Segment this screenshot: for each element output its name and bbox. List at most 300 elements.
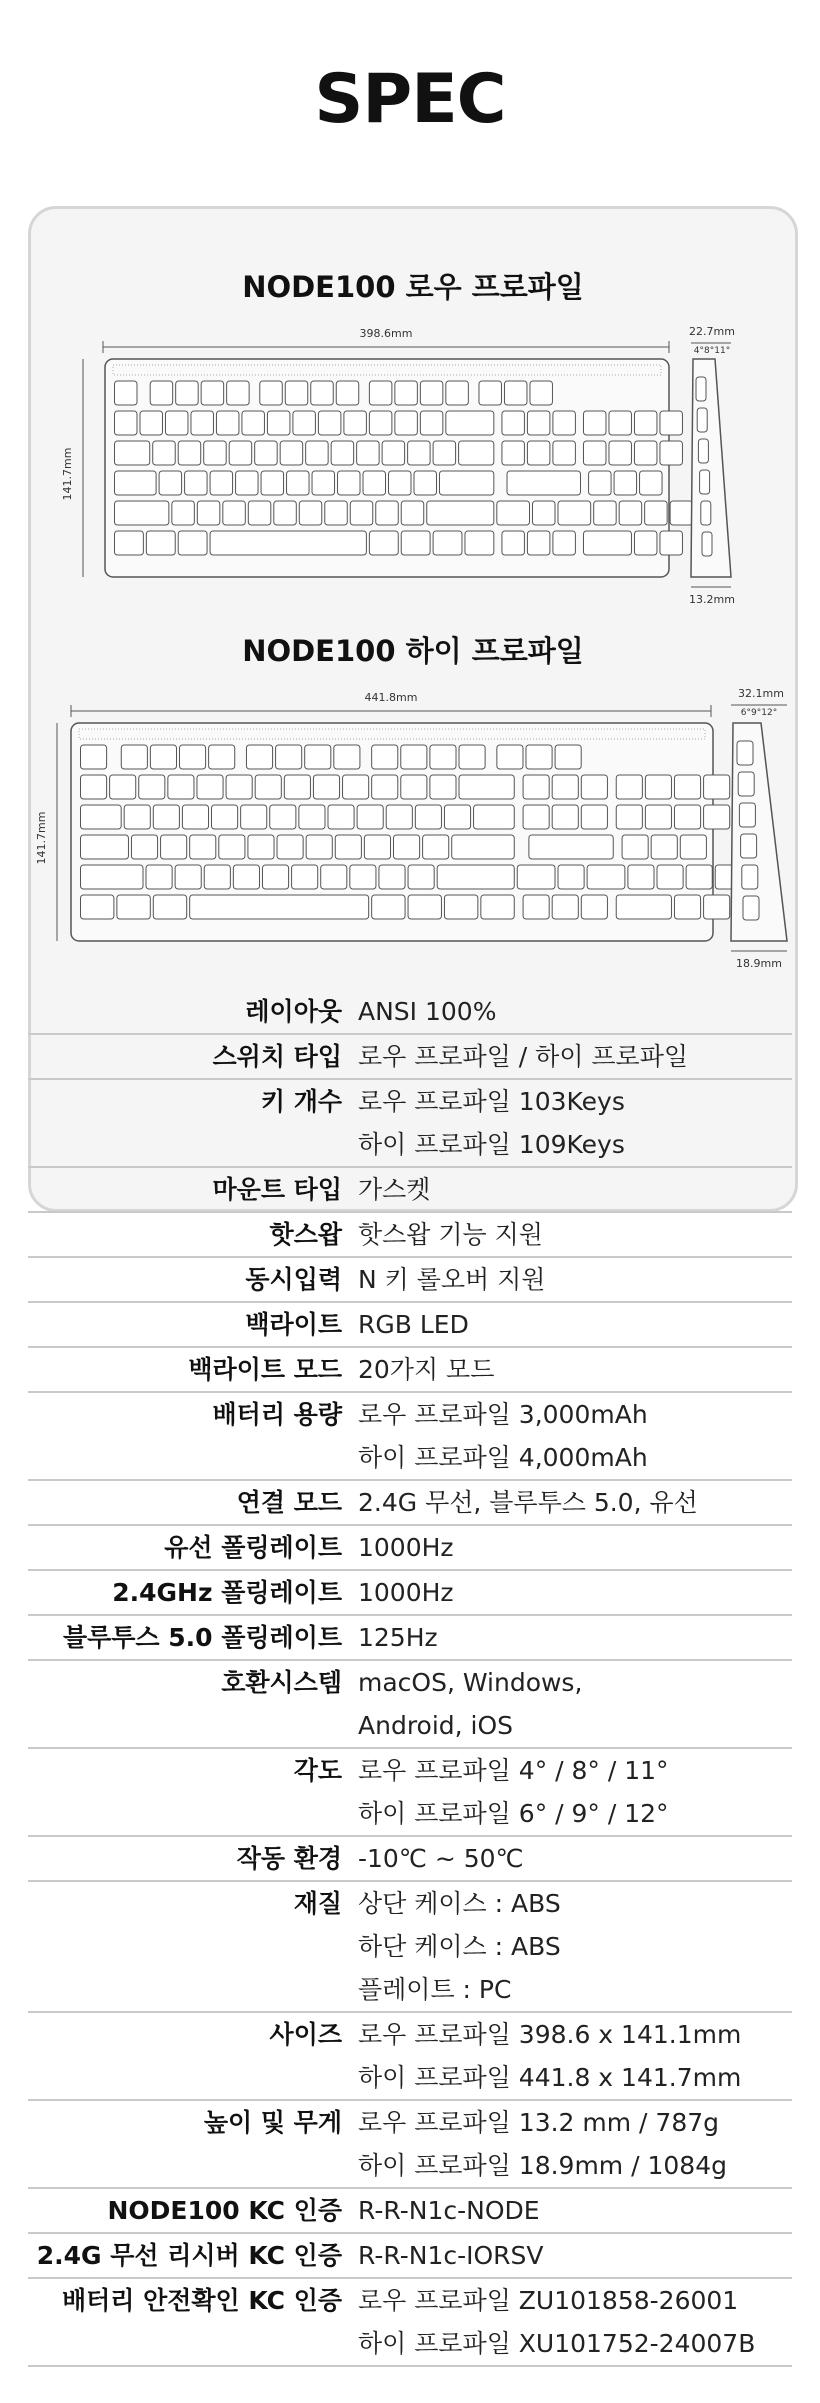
key-cap <box>614 471 636 495</box>
key-cap <box>526 745 552 769</box>
spec-value: N 키 롤오버 지원 <box>358 1265 546 1294</box>
key-cap <box>369 381 391 405</box>
spec-value: 로우 프로파일 / 하이 프로파일 <box>358 1042 689 1071</box>
spec-label: 스위치 타입 <box>212 1042 342 1071</box>
key-cap <box>81 775 107 799</box>
key-cap <box>389 471 411 495</box>
key-cap <box>401 775 427 799</box>
key-cap <box>704 895 730 919</box>
key-cap <box>555 745 581 769</box>
spec-value: 로우 프로파일 13.2 mm / 787g <box>358 2108 720 2137</box>
key-cap <box>343 775 369 799</box>
spec-row <box>28 1303 792 1348</box>
key-cap <box>267 411 289 435</box>
key-cap <box>179 745 205 769</box>
key-cap <box>321 865 347 889</box>
spec-value: 하단 케이스 : ABS <box>358 1932 561 1961</box>
spec-value: 하이 프로파일 4,000mAh <box>358 1443 648 1472</box>
key-cap <box>81 835 129 859</box>
key-cap <box>261 471 283 495</box>
key-cap <box>150 745 176 769</box>
key-cap <box>350 501 372 525</box>
key-cap <box>645 805 671 829</box>
key-cap <box>328 805 354 829</box>
key-cap <box>497 745 523 769</box>
key-cap <box>415 805 441 829</box>
key-cap <box>277 835 303 859</box>
key-cap <box>558 501 591 525</box>
key-cap <box>274 501 296 525</box>
key-cap <box>201 381 223 405</box>
spec-row <box>28 990 792 1035</box>
spec-value: R-R-N1c-IORSV <box>358 2241 544 2270</box>
key-cap <box>372 895 405 919</box>
key-cap <box>197 775 223 799</box>
key-cap <box>376 501 398 525</box>
spec-label: 레이아웃 <box>245 997 342 1026</box>
low-profile-width-label: 398.6mm <box>359 327 413 340</box>
key-cap <box>459 441 494 465</box>
key-cap <box>394 835 420 859</box>
key-cap <box>285 381 307 405</box>
key-cap <box>242 411 264 435</box>
key-cap <box>81 745 107 769</box>
spec-value: 하이 프로파일 109Keys <box>358 1130 625 1159</box>
key-cap <box>276 745 302 769</box>
key-cap <box>190 895 369 919</box>
key-cap <box>81 865 144 889</box>
spec-table <box>28 990 792 2367</box>
key-cap <box>246 745 272 769</box>
key-cap <box>408 441 430 465</box>
spec-row <box>28 1348 792 1393</box>
key-cap <box>414 471 436 495</box>
key-cap <box>739 803 755 827</box>
key-cap <box>553 531 575 555</box>
spec-row <box>28 2101 792 2189</box>
spec-value: RGB LED <box>358 1310 469 1339</box>
key-cap <box>81 895 114 919</box>
key-cap <box>292 865 318 889</box>
key-cap <box>698 439 708 463</box>
spec-value: 하이 프로파일 441.8 x 141.7mm <box>358 2063 742 2092</box>
key-cap <box>255 775 281 799</box>
key-cap <box>465 531 494 555</box>
spec-row <box>28 1393 792 1481</box>
key-cap <box>420 381 442 405</box>
key-cap <box>395 411 417 435</box>
key-cap <box>131 835 157 859</box>
key-cap <box>172 501 194 525</box>
high-profile-height-label: 141.7mm <box>35 811 48 865</box>
key-cap <box>117 895 150 919</box>
high-profile-angle-label: 6°9°12° <box>740 708 778 718</box>
key-cap <box>185 471 207 495</box>
spec-label: 배터리 안전확인 KC 인증 <box>61 2286 342 2315</box>
key-cap <box>306 835 332 859</box>
key-cap <box>552 895 578 919</box>
key-cap <box>287 471 309 495</box>
spec-value: 로우 프로파일 3,000mAh <box>358 1400 648 1429</box>
key-cap <box>616 895 671 919</box>
spec-value: 상단 케이스 : ABS <box>358 1889 561 1918</box>
key-cap <box>507 471 580 495</box>
key-cap <box>581 895 607 919</box>
key-cap <box>444 805 470 829</box>
low-profile-keyboard-diagram <box>31 319 795 609</box>
key-cap <box>344 411 366 435</box>
key-cap <box>165 411 187 435</box>
spec-row <box>28 1571 792 1616</box>
key-cap <box>587 865 625 889</box>
key-cap <box>430 775 456 799</box>
spec-label: 백라이트 <box>245 1310 342 1339</box>
key-cap <box>233 865 259 889</box>
key-cap <box>121 745 147 769</box>
key-cap <box>226 775 252 799</box>
key-cap <box>325 501 347 525</box>
spec-row <box>28 2279 792 2367</box>
key-cap <box>558 865 584 889</box>
key-cap <box>293 411 315 435</box>
key-cap <box>124 805 150 829</box>
key-cap <box>670 501 692 525</box>
spec-label: 유선 폴링레이트 <box>164 1533 342 1562</box>
key-cap <box>312 471 334 495</box>
spec-label: 높이 및 무게 <box>203 2108 342 2137</box>
key-cap <box>255 441 277 465</box>
key-cap <box>140 411 162 435</box>
spec-row <box>28 1837 792 1882</box>
key-cap <box>357 805 383 829</box>
key-cap <box>474 805 515 829</box>
spec-label: 핫스왑 <box>269 1220 342 1249</box>
key-cap <box>379 865 405 889</box>
low-profile-height-label: 141.7mm <box>61 447 74 501</box>
key-cap <box>609 441 631 465</box>
key-cap <box>741 834 757 858</box>
key-cap <box>299 805 325 829</box>
key-cap <box>502 411 524 435</box>
key-cap <box>423 835 449 859</box>
key-cap <box>168 775 194 799</box>
key-cap <box>364 835 390 859</box>
key-cap <box>408 865 434 889</box>
spec-value: 1000Hz <box>358 1533 454 1562</box>
key-cap <box>318 411 340 435</box>
key-cap <box>459 745 485 769</box>
key-cap <box>338 471 360 495</box>
key-cap <box>210 471 232 495</box>
spec-label: 배터리 용량 <box>212 1400 342 1429</box>
key-cap <box>533 501 555 525</box>
key-cap <box>517 865 555 889</box>
key-cap <box>552 775 578 799</box>
spec-label: 백라이트 모드 <box>188 1355 342 1384</box>
high-profile-width-label: 441.8mm <box>364 691 418 704</box>
key-cap <box>204 865 230 889</box>
key-cap <box>657 865 683 889</box>
key-cap <box>452 835 515 859</box>
key-cap <box>313 775 339 799</box>
key-cap <box>527 441 549 465</box>
high-profile-title: NODE100 하이 프로파일 <box>242 634 584 668</box>
key-cap <box>175 865 201 889</box>
spec-label: 2.4GHz 폴링레이트 <box>112 1578 342 1607</box>
spec-value: 1000Hz <box>358 1578 454 1607</box>
key-cap <box>219 835 245 859</box>
key-cap <box>216 411 238 435</box>
key-cap <box>481 895 514 919</box>
key-cap <box>459 775 514 799</box>
key-cap <box>150 381 172 405</box>
key-cap <box>446 411 494 435</box>
key-cap <box>146 865 172 889</box>
spec-value: 로우 프로파일 ZU101858-26001 <box>358 2286 739 2315</box>
key-cap <box>115 501 169 525</box>
key-cap <box>284 775 310 799</box>
key-cap <box>139 775 165 799</box>
key-cap <box>280 441 302 465</box>
key-cap <box>190 835 216 859</box>
key-cap <box>502 441 524 465</box>
key-cap <box>502 531 524 555</box>
key-cap <box>357 441 379 465</box>
key-cap <box>497 501 530 525</box>
key-cap <box>81 805 122 829</box>
key-cap <box>645 501 667 525</box>
key-cap <box>674 895 700 919</box>
key-cap <box>589 471 611 495</box>
key-cap <box>401 501 423 525</box>
key-cap <box>504 381 526 405</box>
key-cap <box>212 805 238 829</box>
key-cap <box>529 835 613 859</box>
spec-value: 125Hz <box>358 1623 438 1652</box>
key-cap <box>616 805 642 829</box>
key-cap <box>372 775 398 799</box>
key-cap <box>236 471 258 495</box>
key-cap <box>227 381 249 405</box>
key-cap <box>408 895 441 919</box>
spec-label: 호환시스템 <box>221 1668 342 1697</box>
key-cap <box>619 501 641 525</box>
key-cap <box>229 441 251 465</box>
key-cap <box>191 411 213 435</box>
key-cap <box>299 501 321 525</box>
key-cap <box>738 772 754 796</box>
key-cap <box>182 805 208 829</box>
key-cap <box>523 805 549 829</box>
low-profile-depth-label: 22.7mm <box>689 325 735 338</box>
spec-row <box>28 1749 792 1837</box>
key-cap <box>115 441 150 465</box>
spec-label: 사이즈 <box>269 2020 342 2049</box>
spec-label: 마운트 타입 <box>212 1175 342 1204</box>
spec-label: 동시입력 <box>245 1265 342 1294</box>
key-cap <box>616 775 642 799</box>
key-cap <box>583 411 605 435</box>
key-cap <box>209 745 235 769</box>
spec-row <box>28 1258 792 1303</box>
key-cap <box>523 775 549 799</box>
key-cap <box>742 865 758 889</box>
spec-value: 하이 프로파일 6° / 9° / 12° <box>358 1799 669 1828</box>
spec-value: 하이 프로파일 XU101752-24007B <box>358 2329 756 2358</box>
key-cap <box>204 441 226 465</box>
key-cap <box>700 470 710 494</box>
spec-row <box>28 1882 792 2013</box>
key-cap <box>210 531 366 555</box>
key-cap <box>523 895 549 919</box>
key-cap <box>701 501 711 525</box>
spec-value: 로우 프로파일 4° / 8° / 11° <box>358 1756 669 1785</box>
key-cap <box>305 745 331 769</box>
spec-row <box>28 1481 792 1526</box>
key-cap <box>178 441 200 465</box>
spec-value: 가스켓 <box>358 1175 431 1204</box>
key-cap <box>645 775 671 799</box>
key-cap <box>628 865 654 889</box>
spec-value: 하이 프로파일 18.9mm / 1084g <box>358 2151 727 2180</box>
key-cap <box>223 501 245 525</box>
key-cap <box>241 805 267 829</box>
key-cap <box>311 381 333 405</box>
spec-label: 2.4G 무선 리시버 KC 인증 <box>36 2241 342 2270</box>
key-cap <box>115 411 137 435</box>
key-cap <box>530 381 552 405</box>
key-cap <box>153 441 175 465</box>
key-cap <box>270 805 296 829</box>
key-cap <box>382 441 404 465</box>
page-title: SPEC <box>314 60 506 139</box>
key-cap <box>660 411 682 435</box>
high-profile-depth-label: 32.1mm <box>738 687 784 700</box>
key-cap <box>680 835 706 859</box>
key-cap <box>581 805 607 829</box>
key-cap <box>686 865 712 889</box>
key-cap <box>262 865 288 889</box>
key-cap <box>115 531 144 555</box>
key-cap <box>660 441 682 465</box>
key-cap <box>248 501 270 525</box>
low-profile-base-label: 13.2mm <box>689 593 735 606</box>
spec-value: 2.4G 무선, 블루투스 5.0, 유선 <box>358 1488 698 1517</box>
key-cap <box>153 895 186 919</box>
key-cap <box>446 381 468 405</box>
key-cap <box>479 381 501 405</box>
spec-value: ANSI 100% <box>358 997 497 1026</box>
spec-value: 20가지 모드 <box>358 1355 495 1384</box>
key-cap <box>115 381 137 405</box>
key-cap <box>427 501 494 525</box>
key-cap <box>622 835 648 859</box>
low-profile-title: NODE100 로우 프로파일 <box>242 270 584 304</box>
key-cap <box>363 471 385 495</box>
key-cap <box>331 441 353 465</box>
key-cap <box>581 775 607 799</box>
key-cap <box>704 805 730 829</box>
key-cap <box>395 381 417 405</box>
key-cap <box>737 741 753 765</box>
key-cap <box>306 441 328 465</box>
key-cap <box>704 775 730 799</box>
key-cap <box>350 865 376 889</box>
key-cap <box>439 471 493 495</box>
key-cap <box>369 531 398 555</box>
key-cap <box>594 501 616 525</box>
spec-value: 핫스왑 기능 지원 <box>358 1220 543 1249</box>
key-cap <box>372 745 398 769</box>
spec-row <box>28 1035 792 1080</box>
spec-row <box>28 1526 792 1571</box>
key-cap <box>153 805 179 829</box>
spec-row <box>28 2013 792 2101</box>
key-cap <box>553 441 575 465</box>
key-cap <box>660 531 682 555</box>
key-cap <box>553 411 575 435</box>
spec-value: Android, iOS <box>358 1711 514 1740</box>
key-cap <box>401 531 430 555</box>
key-cap <box>674 775 700 799</box>
key-cap <box>336 381 358 405</box>
key-cap <box>159 471 181 495</box>
spec-label: 연결 모드 <box>236 1488 342 1517</box>
spec-label: 블루투스 5.0 폴링레이트 <box>62 1623 342 1652</box>
low-profile-angle-label: 4°8°11° <box>693 346 731 356</box>
spec-value: 로우 프로파일 103Keys <box>358 1087 625 1116</box>
spec-value: macOS, Windows, <box>358 1668 583 1697</box>
key-cap <box>674 805 700 829</box>
spec-value: 플레이트 : PC <box>358 1975 512 2004</box>
key-cap <box>702 532 712 556</box>
key-cap <box>176 381 198 405</box>
spec-value: -10℃ ~ 50℃ <box>358 1844 524 1873</box>
spec-row <box>28 1168 792 1213</box>
key-cap <box>420 411 442 435</box>
key-cap <box>146 531 175 555</box>
key-cap <box>743 896 759 920</box>
key-cap <box>430 745 456 769</box>
key-cap <box>634 441 656 465</box>
spec-value: 로우 프로파일 398.6 x 141.1mm <box>358 2020 742 2049</box>
key-cap <box>433 441 455 465</box>
spec-label: 각도 <box>293 1756 342 1785</box>
key-cap <box>697 408 707 432</box>
key-cap <box>248 835 274 859</box>
key-cap <box>115 471 157 495</box>
spec-row <box>28 2234 792 2279</box>
key-cap <box>335 835 361 859</box>
spec-row <box>28 1616 792 1661</box>
key-cap <box>609 411 631 435</box>
spec-label: 재질 <box>293 1889 342 1918</box>
key-cap <box>178 531 207 555</box>
key-cap <box>437 865 514 889</box>
key-cap <box>696 377 706 401</box>
key-cap <box>433 531 462 555</box>
spec-row <box>28 1213 792 1258</box>
key-cap <box>444 895 477 919</box>
key-cap <box>401 745 427 769</box>
key-cap <box>369 411 391 435</box>
key-cap <box>583 441 605 465</box>
key-cap <box>527 531 549 555</box>
key-cap <box>583 531 631 555</box>
key-cap <box>640 471 662 495</box>
key-cap <box>110 775 136 799</box>
spec-value: R-R-N1c-NODE <box>358 2196 540 2225</box>
